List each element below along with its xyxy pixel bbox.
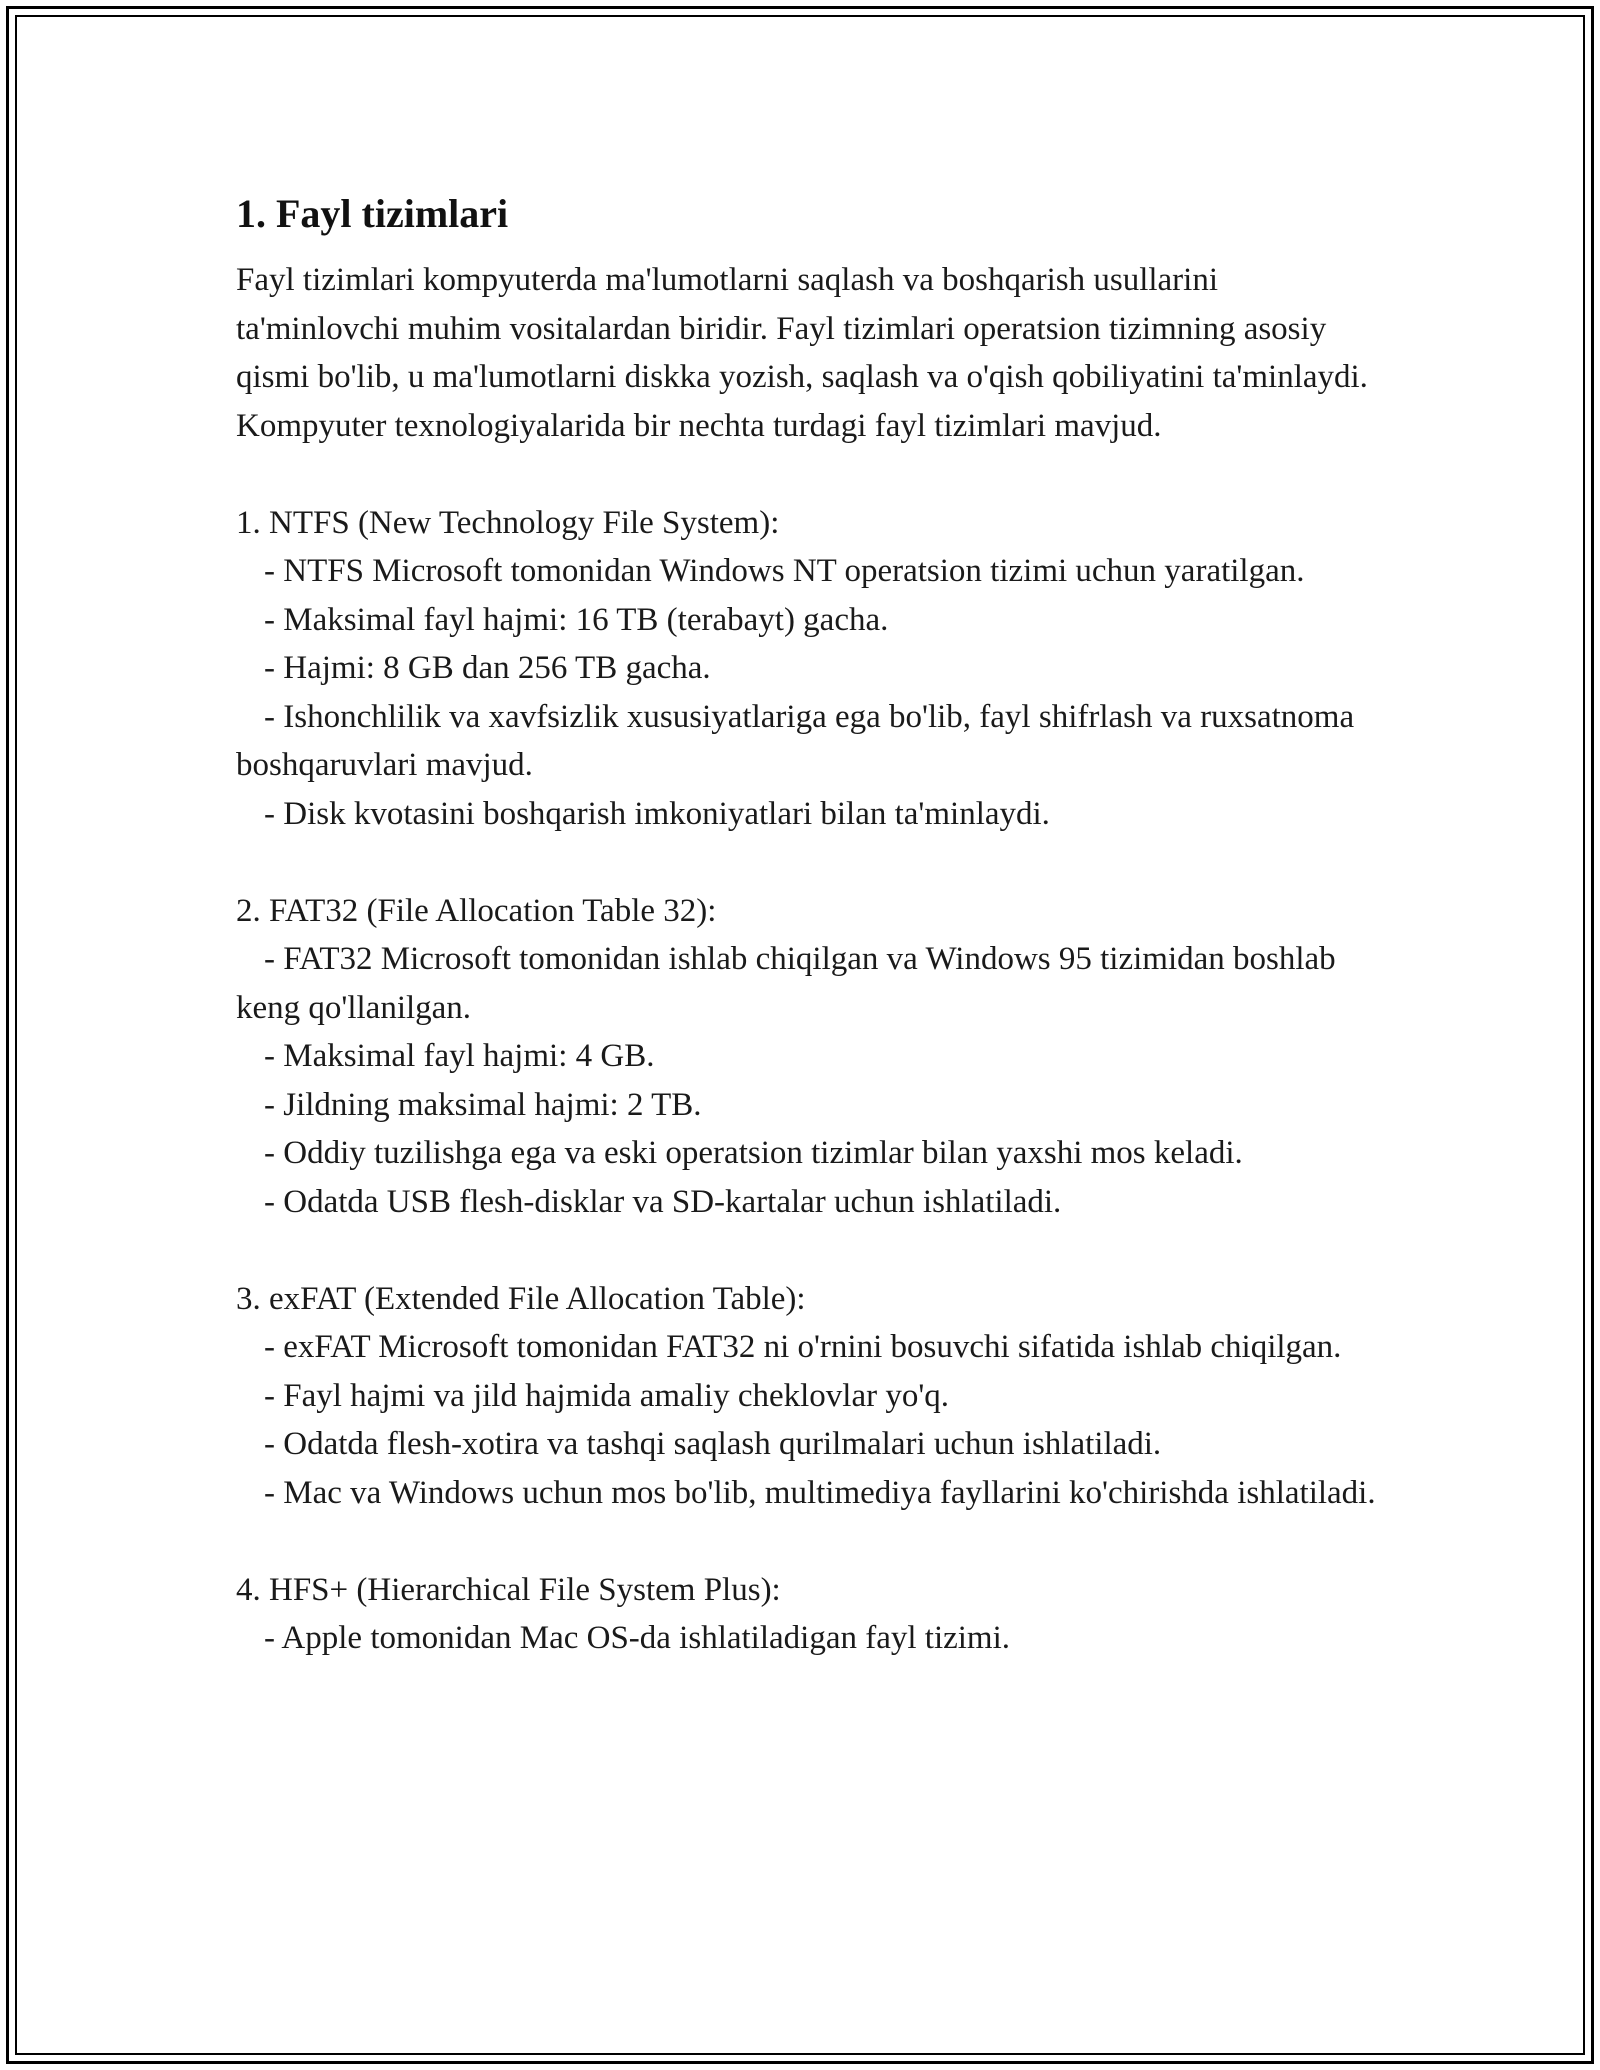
section-hfsplus (236, 1566, 1386, 1663)
list-item: - Jildning maksimal hajmi: 2 TB. (236, 1081, 1386, 1130)
bullet-list (236, 935, 1386, 1226)
intro-paragraph: Fayl tizimlari kompyuterda ma'lumotlarni saqlash va boshqarish usullarini ta'minlovchi muhim vositalardan biridir. Fayl tizimlari operatsion tizimning asosiy qismi bo'lib, u ma'lumotlarni diskka yozish, saqlash va o'qish qobiliyatini ta'minlaydi. Kompyuter texnologiyalarida bir nechta turdagi fayl tizimlari mavjud. (236, 262, 1377, 444)
section-title: 1. NTFS (New Technology File System): (236, 504, 780, 541)
list-item: - FAT32 Microsoft tomonidan ishlab chiqilgan va Windows 95 tizimidan boshlab keng qo'llanilgan. (236, 935, 1386, 1032)
bullet-list (236, 1323, 1386, 1517)
section-ntfs (236, 499, 1386, 839)
list-item: - NTFS Microsoft tomonidan Windows NT operatsion tizimi uchun yaratilgan. (236, 547, 1386, 596)
list-item: - Maksimal fayl hajmi: 4 GB. (236, 1032, 1386, 1081)
bullet-list (236, 547, 1386, 838)
list-item: - Odatda USB flesh-disklar va SD-kartalar uchun ishlatiladi. (236, 1178, 1386, 1227)
list-item: - Fayl hajmi va jild hajmida amaliy cheklovlar yo'q. (236, 1372, 1386, 1421)
list-item: - Hajmi: 8 GB dan 256 TB gacha. (236, 644, 1386, 693)
page-title: 1. Fayl tizimlari (236, 191, 509, 236)
section-exfat (236, 1275, 1386, 1518)
list-item: - Disk kvotasini boshqarish imkoniyatlari bilan ta'minlaydi. (236, 790, 1386, 839)
list-item: - Oddiy tuzilishga ega va eski operatsion tizimlar bilan yaxshi mos keladi. (236, 1129, 1386, 1178)
list-item: - exFAT Microsoft tomonidan FAT32 ni o'rnini bosuvchi sifatida ishlab chiqilgan. (236, 1323, 1386, 1372)
list-item: - Mac va Windows uchun mos bo'lib, multimediya fayllarini ko'chirishda ishlatiladi. (236, 1469, 1386, 1518)
section-title: 3. exFAT (Extended File Allocation Table): (236, 1280, 806, 1317)
list-item: - Apple tomonidan Mac OS-da ishlatiladigan fayl tizimi. (236, 1614, 1386, 1663)
list-item: - Ishonchlilik va xavfsizlik xususiyatlariga ega bo'lib, fayl shifrlash va ruxsatnoma boshqaruvlari mavjud. (236, 693, 1386, 790)
document-page (236, 186, 1386, 1663)
section-title: 2. FAT32 (File Allocation Table 32): (236, 892, 717, 929)
list-item: - Maksimal fayl hajmi: 16 TB (terabayt) gacha. (236, 596, 1386, 645)
section-fat32 (236, 887, 1386, 1227)
section-title: 4. HFS+ (Hierarchical File System Plus): (236, 1571, 781, 1608)
bullet-list (236, 1614, 1386, 1663)
list-item: - Odatda flesh-xotira va tashqi saqlash qurilmalari uchun ishlatiladi. (236, 1420, 1386, 1469)
